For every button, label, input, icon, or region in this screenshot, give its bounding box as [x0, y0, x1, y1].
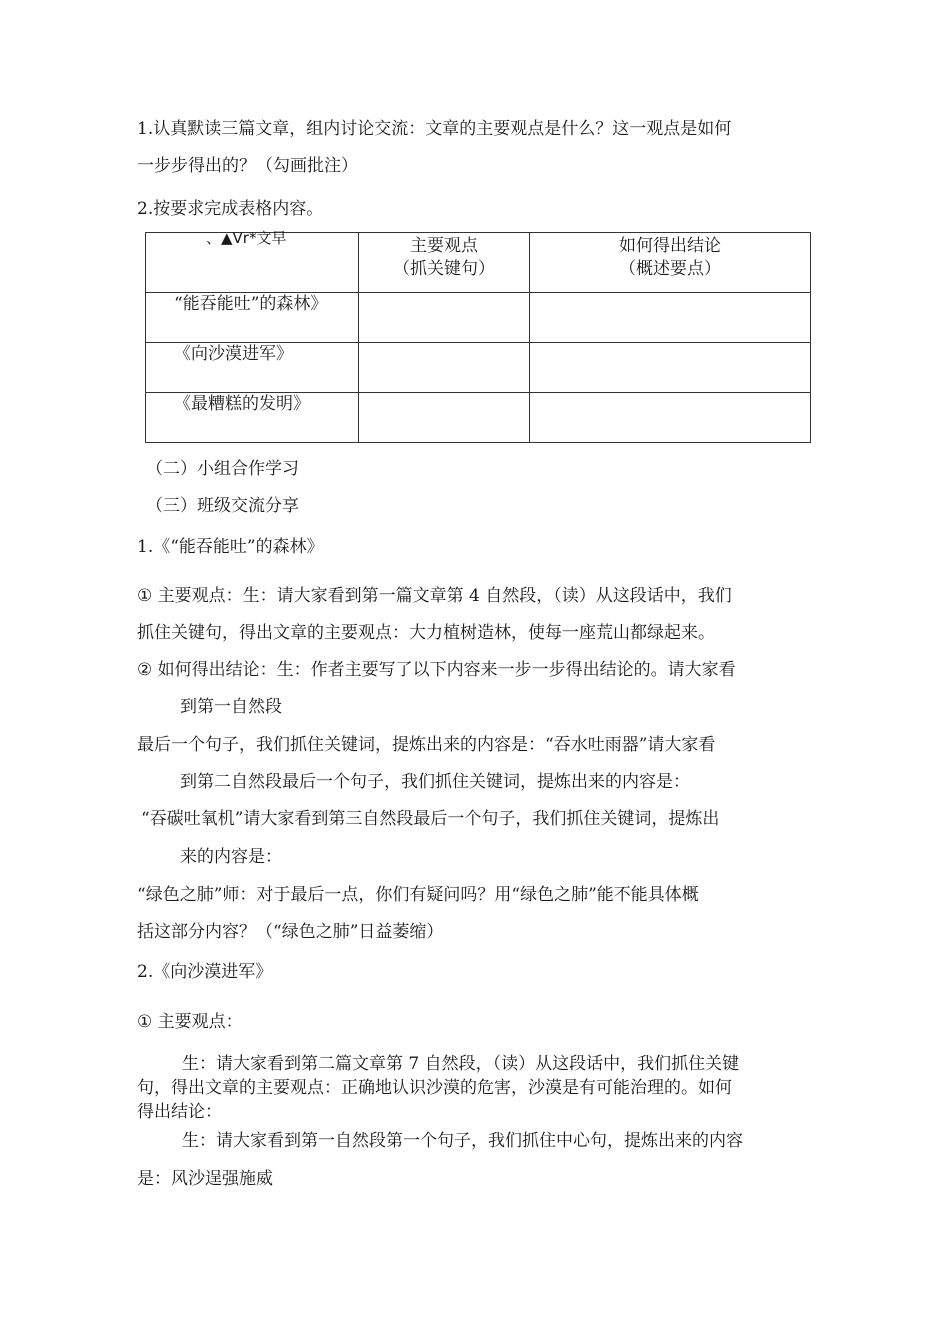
- row-name-cell: [146, 293, 359, 343]
- part1-a1-line-2: 抓住关键句，得出文章的主要观点：大力植树造林，使每一座荒山都绿起来。: [137, 623, 715, 643]
- answer-cell-conclusion[interactable]: [530, 343, 811, 393]
- row-name: 《最糟糕的发明》: [174, 394, 310, 414]
- part1-a2-line-5: “吞碳吐氧机”请大家看到第三自然段最后一个句子，我们抓住关键词，提炼出: [141, 809, 720, 829]
- part1-a2-line-1: [137, 658, 736, 682]
- row-name: 《向沙漠进军》: [174, 344, 293, 364]
- assignment-table: [145, 229, 811, 443]
- row-name-cell: [146, 343, 359, 393]
- part1-a2-line-3: 最后一个句子，我们抓住关键词，提炼出来的内容是：“吞水吐雨器”请大家看: [137, 735, 716, 755]
- row-name: “能吞能吐”的森林》: [174, 294, 328, 314]
- part1-a2-line-7: “绿色之肺”师：对于最后一点，你们有疑问吗？用“绿色之肺”能不能具体概: [137, 885, 699, 905]
- circled-number-1: ①: [137, 1012, 153, 1032]
- table-row: [146, 343, 811, 393]
- row-name-cell: [146, 393, 359, 443]
- header-conclusion-sub: （概述要点）: [619, 259, 721, 279]
- table-row: [146, 393, 811, 443]
- answer-cell-main-point[interactable]: [359, 393, 530, 443]
- section-heading-2: （二）小组合作学习: [146, 459, 299, 479]
- answer-cell-conclusion[interactable]: [530, 393, 811, 443]
- answer-cell-main-point[interactable]: [359, 293, 530, 343]
- part1-a1-line-1: [137, 584, 732, 608]
- part2-b2-line-2: 是：风沙逞强施威: [137, 1169, 273, 1189]
- answer-cell-main-point[interactable]: [359, 343, 530, 393]
- intro-paragraph-1-line-1: 1.认真默读三篇文章，组内讨论交流：文章的主要观点是什么？这一观点是如何: [137, 119, 732, 139]
- circled-number-2: ②: [137, 660, 153, 680]
- header-main-point: [359, 233, 530, 293]
- part1-a2-line-8: 括这部分内容？（“绿色之肺”日益萎缩）: [137, 922, 444, 942]
- header-conclusion: [530, 233, 811, 293]
- part2-b1-line-3: 得出结论：: [137, 1102, 222, 1122]
- part1-a2-line-4: 到第二自然段最后一个句子，我们抓住关键词，提炼出来的内容是：: [180, 772, 690, 792]
- header-main-point-sub: （抓关键句）: [393, 259, 495, 279]
- part2-b2-line-1: 生：请大家看到第一自然段第一个句子，我们抓住中心句，提炼出来的内容: [182, 1131, 743, 1151]
- intro-paragraph-1-line-2: 一步步得出的？（勾画批注）: [137, 156, 358, 176]
- table-row: [146, 293, 811, 343]
- part1-a1-text: 主要观点：生：请大家看到第一篇文章第 4 自然段，（读）从这段话中，我们: [152, 586, 732, 606]
- part2-b1-label: 主要观点：: [152, 1012, 243, 1032]
- corner-label: 、▲Vr*文早: [206, 229, 287, 247]
- section-heading-3: （三）班级交流分享: [146, 496, 299, 516]
- table-header-row: [146, 233, 811, 293]
- part2-title: 2.《向沙漠进军》: [137, 962, 273, 982]
- part1-title: 1.《“能吞能吐”的森林》: [137, 537, 324, 557]
- part1-a2-line-2: 到第一自然段: [180, 697, 282, 717]
- part1-a2-line-6: 来的内容是：: [180, 847, 282, 867]
- part1-a2-text: 如何得出结论：生：作者主要写了以下内容来一步一步得出结论的。请大家看: [152, 660, 736, 680]
- intro-paragraph-2: 2.按要求完成表格内容。: [137, 199, 324, 219]
- part2-b1-line-1: 生：请大家看到第二篇文章第 7 自然段，（读）从这段话中，我们抓住关键: [182, 1054, 740, 1074]
- table-corner-cell: [146, 229, 359, 293]
- answer-cell-conclusion[interactable]: [530, 293, 811, 343]
- header-main-point-title: 主要观点: [410, 236, 478, 256]
- part2-b1-line-2: 句，得出文章的主要观点：正确地认识沙漠的危害，沙漠是有可能治理的。如何: [137, 1078, 732, 1098]
- part2-b1-heading: [137, 1010, 243, 1034]
- header-conclusion-title: 如何得出结论: [619, 236, 721, 256]
- circled-number-1: ①: [137, 586, 153, 606]
